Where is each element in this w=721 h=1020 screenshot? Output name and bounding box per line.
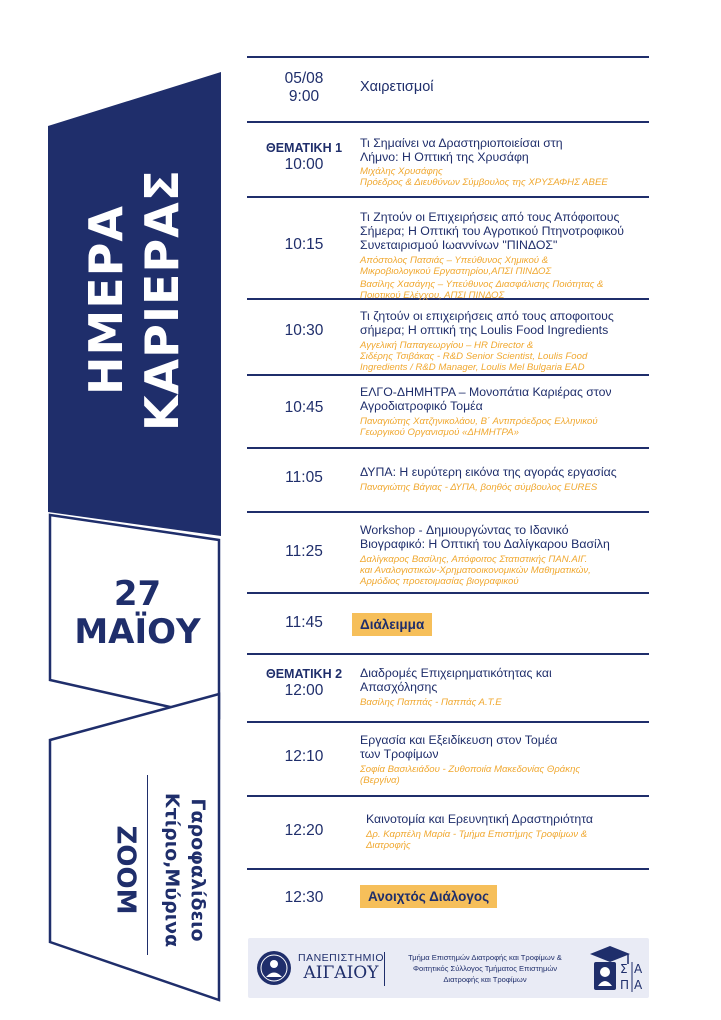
row-divider xyxy=(247,196,649,198)
schedule-entry: Εργασία και Εξειδίκευση στον Τομέα των Τροφίμων Σοφία Βασιλειάδου - Ζυθοποιία Μακεδονίας Θράκης (Βεργίνα) xyxy=(360,733,581,786)
schedule-time: 11:45 xyxy=(285,614,323,631)
schedule-time: 05/08 9:00 xyxy=(284,70,324,105)
schedule-title: Χαιρετισμοί xyxy=(360,79,434,95)
row-divider xyxy=(247,56,649,58)
schedule-entry: Τι Σημαίνει να Δραστηριοποιείσαι στη Λήμνο: Η Οπτική της Χρυσάφη Μιχάλης Χρυσάφης Πρόεδρος & Διευθύνων Σύμβουλος της ΧΡΥΣΑΦΗΣ ΑΒΕΕ xyxy=(360,136,608,188)
venue-divider xyxy=(147,775,148,955)
logo-letter: Σ xyxy=(620,962,628,976)
schedule-entry: Workshop - Δημιουργώντας το Ιδανικό Βιογραφικό: Η Οπτική του Δαλίγκαρου Βασίλη Δαλίγκαρος Βασίλης, Απόφοιτος Στατιστικής ΠΑΝ.ΑΙΓ. και Αναλογιστικών-Χρηματοοικονομικών Μαθηματικών, Αρμόδιος προετοιμασίας βιογραφικού xyxy=(360,523,610,587)
schedule-time: 12:30 xyxy=(284,889,324,906)
university-seal-icon xyxy=(256,950,292,986)
schedule-entry: Καινοτομία και Ερευνητική Δραστηριότητα Δρ. Καρπέλη Μαρία - Τμήμα Επιστήμης Τροφίμων & Διατροφής xyxy=(366,812,594,851)
row-divider xyxy=(247,121,649,123)
event-title xyxy=(72,168,196,432)
row-divider xyxy=(247,592,649,594)
logo-letter: Α xyxy=(634,962,643,976)
schedule-time: 10:45 xyxy=(284,399,324,416)
row-divider xyxy=(247,511,649,513)
schedule-time: 10:15 xyxy=(284,236,324,253)
event-month: ΜΑΪΟΥ xyxy=(74,612,201,652)
schedule-time: ΘΕΜΑΤΙΚΗ 2 12:00 xyxy=(265,667,343,699)
schedule-entry: Τι ζητούν οι επιχειρήσεις από τους αποφοιτους σήμερα; Η οπτική της Loulis Food Ingredients Αγγελική Παπαγεωργίου – HR Director & Σιδέρης Τσιβάκας - R&D Senior Scientist, Loulis Food Ingredients / R&D Manager, Loulis Mel Bulgaria EAD xyxy=(360,309,614,373)
schedule-entry: Τι Ζητούν οι Επιχειρήσεις από τους Απόφοιτους Σήμερα; Η Οπτική του Αγροτικού Πτηνοτροφικού Συνεταιρισμού Ιωαννίνων "ΠΙΝΔΟΣ" Απόστολος Πατσιάς – Υπεύθυνος Χημικού & Μικροβιολογικού Εργαστηρίου,ΑΠΣΙ ΠΙΝΔΟΣ Βασίλης Χασάγης – Υπεύθυνος Διασφάλισης Ποιότητας & Ποιοτικού Ελέγχου, ΑΠΣΙ ΠΙΝΔΟΣ xyxy=(360,210,624,301)
open-dialogue-badge: Ανοιχτός Διάλογος xyxy=(360,885,497,908)
row-divider xyxy=(247,795,649,797)
department-name: Τμήμα Επιστημών Διατροφής και Τροφίμων & Φοιτητικός Σύλλογος Τμήματος Επιστημών Διατροφής και Τροφίμων xyxy=(408,953,562,984)
schedule-time: 11:25 xyxy=(285,543,323,560)
footer-divider xyxy=(384,952,385,986)
schedule-time: ΘΕΜΑΤΙΚΗ 1 10:00 xyxy=(265,141,343,173)
university-name: ΠΑΝΕΠΙΣΤΗΜΙΟ ΑΙΓΑΙΟΥ xyxy=(298,952,384,983)
schedule-entry: ΕΛΓΟ-ΔΗΜΗΤΡΑ – Μονοπάτια Καριέρας στον Αγροδιατροφικό Τομέα Παναγιώτης Χατζηνικολάου, Β΄ Αντιπρόεδρος Ελληνικού Γεωργικού Οργανισμού «ΔΗΜΗΤΡΑ» xyxy=(360,385,612,438)
row-divider xyxy=(247,868,649,870)
venue-online: ZOOM xyxy=(110,825,140,915)
schedule-time: 11:05 xyxy=(285,469,323,486)
break-badge: Διάλειμμα xyxy=(352,613,432,636)
row-divider xyxy=(247,653,649,655)
event-day: 27 xyxy=(113,574,162,614)
logo-letter: Α xyxy=(634,978,643,992)
event-date xyxy=(55,575,220,651)
student-union-logo xyxy=(588,942,646,996)
event-title-line1: ΗΜΕΡΑ xyxy=(79,205,133,396)
schedule-time: 10:30 xyxy=(284,322,324,339)
schedule-entry: ΔΥΠΑ: Η ευρύτερη εικόνα της αγοράς εργασίας Παναγιώτης Βάγιας - ΔΥΠΑ, βοηθός σύμβουλος EURES xyxy=(360,465,617,493)
row-divider xyxy=(247,721,649,723)
schedule-time: 12:10 xyxy=(284,748,324,765)
row-divider xyxy=(247,447,649,449)
venue-place: Γαροφαλίδειο Κτίριο,Μύρινα xyxy=(161,792,210,948)
logo-letter: Π xyxy=(620,978,630,992)
schedule-time: 12:20 xyxy=(284,822,324,839)
event-title-line2: ΚΑΡΙΕΡΑΣ xyxy=(135,168,189,432)
schedule-entry: Διαδρομές Επιχειρηματικότητας και Απασχόλησης Βασίλης Παππάς - Παππάς Α.Τ.Ε xyxy=(360,666,552,708)
footer xyxy=(248,938,649,998)
row-divider xyxy=(247,374,649,376)
venue xyxy=(55,745,220,990)
